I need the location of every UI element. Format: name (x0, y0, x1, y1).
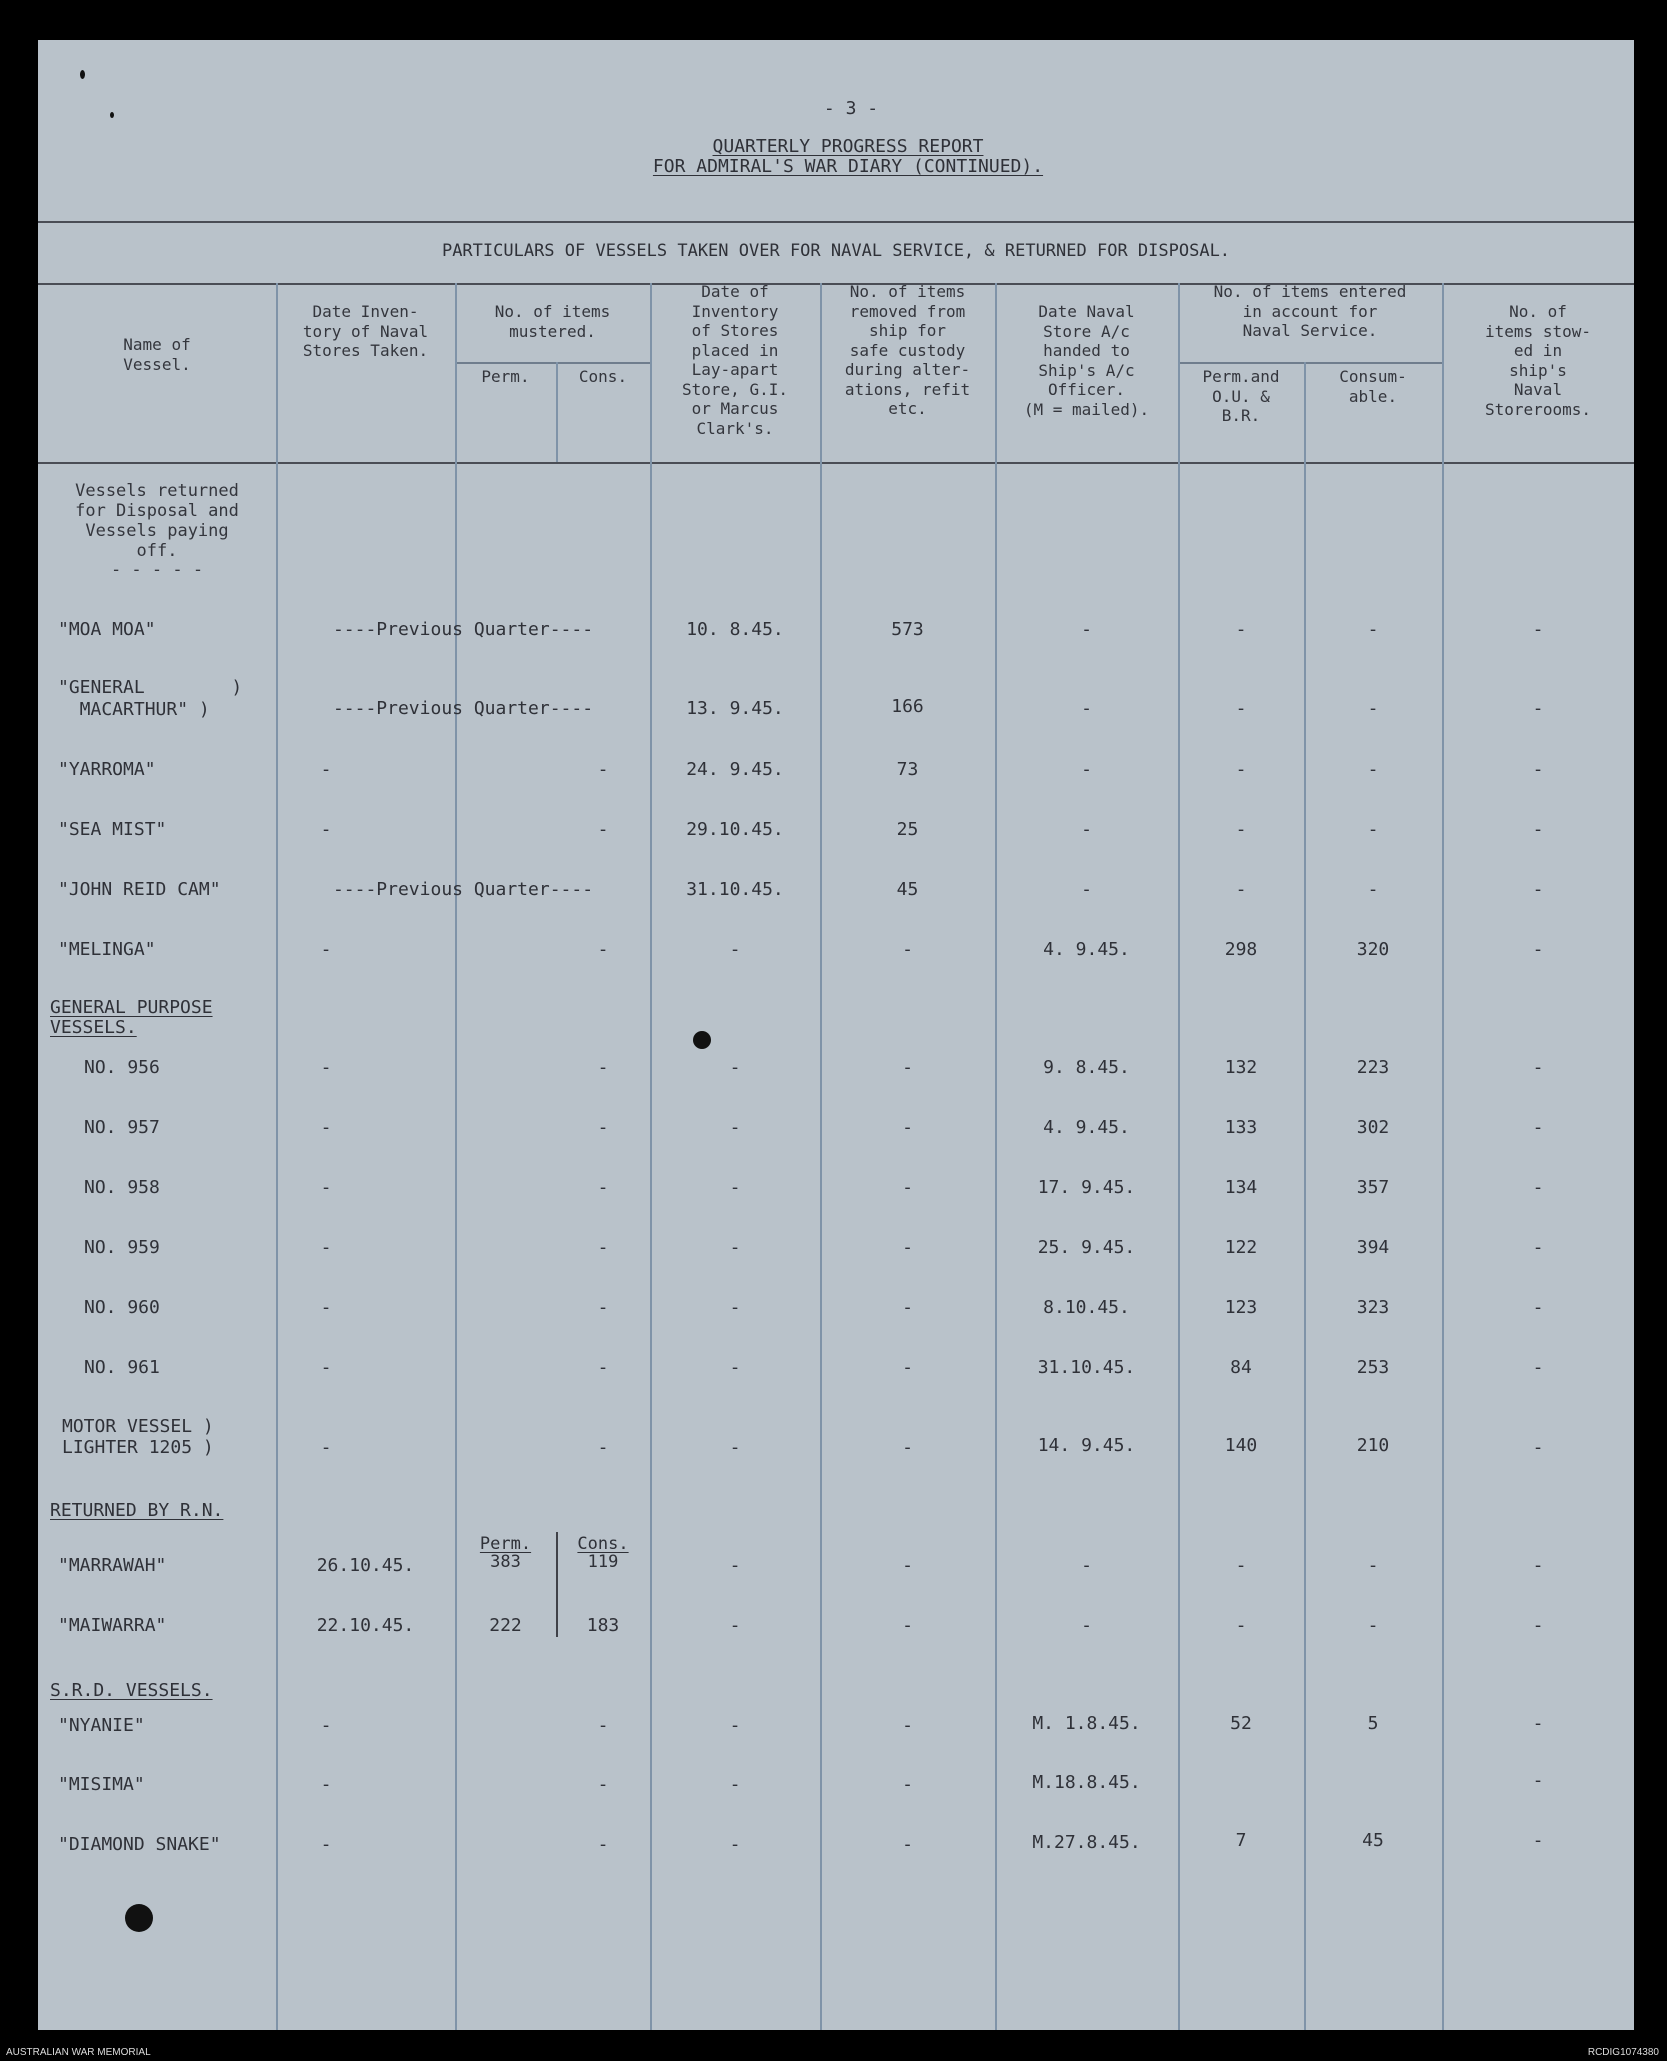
cell-handed: M.27.8.45. (1032, 1832, 1141, 1853)
cell-mustered-cons: - (597, 819, 609, 840)
cell-removed: 45 (896, 879, 919, 900)
previous-quarter-note: ----Previous Quarter---- (332, 879, 594, 900)
cell-entered-cons: 253 (1356, 1357, 1390, 1378)
cell-removed: 166 (891, 696, 924, 717)
cell-layapart: - (729, 1615, 741, 1636)
cell-mustered-cons: - (597, 1237, 609, 1258)
header-entered-consumable: Consum- able. (1339, 367, 1407, 406)
cell-mustered-cons: - (597, 1177, 609, 1198)
cell-handed: 4. 9.45. (1043, 939, 1130, 960)
cell-mustered-cons: - (597, 1357, 609, 1378)
cell-entered-cons: 394 (1356, 1237, 1390, 1258)
cell-inventory: - (320, 1297, 332, 1318)
cell-inventory: 22.10.45. (316, 1615, 415, 1636)
cell-handed: M.18.8.45. (1032, 1772, 1141, 1793)
cell-entered-perm: 298 (1224, 939, 1258, 960)
row-name: NO. 960 (84, 1297, 160, 1318)
cell-mustered-cons: - (597, 939, 609, 960)
cell-stowed: - (1532, 1237, 1544, 1258)
previous-quarter-note: ----Previous Quarter---- (332, 619, 594, 640)
cell-stowed: - (1532, 879, 1544, 900)
cell-stowed: - (1532, 1297, 1544, 1318)
cell-stowed: - (1532, 1117, 1544, 1138)
row-name: NO. 961 (84, 1357, 160, 1378)
cell-stowed: - (1532, 1830, 1544, 1851)
cell-entered-cons: - (1367, 619, 1379, 640)
row-name: NO. 959 (84, 1237, 160, 1258)
cell-mustered-cons: - (597, 1117, 609, 1138)
cell-entered-cons: 223 (1356, 1057, 1390, 1078)
cell-removed: - (902, 1555, 913, 1576)
cell-stowed: - (1532, 1177, 1544, 1198)
cell-removed: - (902, 939, 913, 960)
header-date-inventory: Date Inven- tory of Naval Stores Taken. (302, 302, 429, 360)
row-name: "MISIMA" (58, 1774, 145, 1795)
cell-handed: - (1081, 1615, 1092, 1636)
col-divider-3 (650, 283, 652, 2030)
archive-name: AUSTRALIAN WAR MEMORIAL (6, 2047, 151, 2058)
cell-stowed: - (1532, 759, 1544, 780)
cell-inventory: - (320, 1715, 332, 1736)
cell-entered-perm: - (1235, 759, 1247, 780)
cell-mustered-cons: - (597, 759, 609, 780)
cell-entered-perm: 123 (1224, 1297, 1258, 1318)
cell-handed: - (1081, 759, 1092, 780)
row-name: "NYANIE" (58, 1715, 145, 1736)
header-items-stowed: No. of items stow- ed in ship's Naval Storerooms. (1485, 302, 1591, 419)
header-entered-perm: Perm.and O.U. & B.R. (1202, 367, 1280, 425)
cell-mustered-perm-label: Perm. (479, 1534, 532, 1554)
cell-layapart: - (729, 1834, 741, 1855)
cell-entered-cons: 323 (1356, 1297, 1390, 1318)
cell-layapart: 10. 8.45. (686, 619, 784, 640)
col-divider-8 (1442, 283, 1444, 2030)
cell-removed: - (902, 1057, 913, 1078)
row-name: NO. 957 (84, 1117, 160, 1138)
cell-layapart: - (729, 1357, 741, 1378)
cell-inventory: - (320, 759, 332, 780)
cell-entered-perm: 134 (1224, 1177, 1258, 1198)
cell-layapart: 29.10.45. (686, 819, 784, 840)
cell-inventory: - (320, 1237, 332, 1258)
cell-entered-perm: - (1235, 1615, 1247, 1636)
cell-entered-perm: 133 (1224, 1117, 1258, 1138)
archive-footer (0, 2046, 1667, 2061)
table-top-rule (38, 221, 1634, 223)
cell-entered-cons: 5 (1367, 1713, 1379, 1734)
cell-mustered-perm: 222 (489, 1615, 522, 1636)
cell-layapart: 31.10.45. (686, 879, 784, 900)
col-divider-1 (276, 283, 278, 2030)
cell-stowed: - (1532, 619, 1544, 640)
cell-entered-cons: 45 (1362, 1830, 1384, 1851)
cell-mustered-cons: - (597, 1057, 609, 1078)
cell-stowed: - (1532, 1615, 1544, 1636)
cell-entered-cons: - (1367, 1615, 1379, 1636)
cell-inventory: - (320, 1774, 332, 1795)
row-name: "JOHN REID CAM" (58, 879, 221, 900)
cell-layapart: - (729, 1117, 741, 1138)
cell-removed: - (902, 1177, 913, 1198)
row-name: "DIAMOND SNAKE" (58, 1834, 221, 1855)
cell-entered-perm: - (1235, 698, 1247, 719)
header-date-handed: Date Naval Store A/c handed to Ship's A/c Officer. (M = mailed). (1023, 302, 1150, 419)
cell-entered-perm: - (1235, 879, 1247, 900)
cell-removed: - (902, 1715, 913, 1736)
cell-handed: 14. 9.45. (1037, 1435, 1136, 1456)
cell-inventory: - (320, 1177, 332, 1198)
cell-inventory: - (320, 939, 332, 960)
cell-handed: - (1081, 819, 1092, 840)
row-name: "MELINGA" (58, 939, 156, 960)
punch-hole (125, 1904, 153, 1932)
cell-entered-perm: - (1235, 619, 1247, 640)
row-name: "MARRAWAH" (58, 1555, 167, 1576)
cell-entered-cons: 320 (1356, 939, 1390, 960)
cell-entered-cons: 357 (1356, 1177, 1390, 1198)
archive-reference: RCDIG1074380 (1587, 2047, 1659, 2058)
cell-entered-cons: 210 (1356, 1435, 1390, 1456)
cell-entered-perm: 7 (1235, 1830, 1247, 1851)
cell-entered-perm: - (1235, 1555, 1247, 1576)
cell-removed: 25 (896, 819, 919, 840)
cell-inventory: - (320, 1834, 332, 1855)
cell-removed: - (902, 1297, 913, 1318)
cell-removed: 73 (896, 759, 919, 780)
cell-stowed: - (1532, 1357, 1544, 1378)
cell-mustered-cons: - (597, 1834, 609, 1855)
cell-mustered-cons: - (597, 1437, 609, 1458)
cell-entered-perm: 52 (1230, 1713, 1252, 1734)
cell-handed: 17. 9.45. (1037, 1177, 1136, 1198)
cell-entered-cons: 302 (1356, 1117, 1390, 1138)
cell-stowed: - (1532, 1057, 1544, 1078)
section-general-purpose-heading: GENERAL PURPOSE VESSELS. (50, 997, 213, 1038)
row-name: "YARROMA" (58, 759, 156, 780)
row-name: NO. 958 (84, 1177, 160, 1198)
page-number: - 3 - (823, 98, 879, 119)
cell-inventory: - (320, 819, 332, 840)
cell-entered-perm: - (1235, 819, 1247, 840)
cell-inventory: - (320, 1057, 332, 1078)
cell-layapart: - (729, 1177, 741, 1198)
cell-removed: - (902, 1615, 913, 1636)
row-name: "GENERAL ) MACARTHUR" ) (58, 677, 243, 720)
cell-handed: - (1081, 619, 1092, 640)
document-page (38, 40, 1634, 2030)
cell-stowed: - (1532, 1437, 1544, 1458)
cell-mustered-cons: 183 (586, 1615, 620, 1636)
cell-inventory: - (320, 1437, 332, 1458)
cell-inventory: 26.10.45. (316, 1555, 415, 1576)
section-srd-heading: S.R.D. VESSELS. (50, 1680, 213, 1701)
cell-handed: 9. 8.45. (1043, 1057, 1130, 1078)
cell-layapart: - (729, 1774, 741, 1795)
cell-stowed: - (1532, 939, 1544, 960)
report-title-line-2: FOR ADMIRAL'S WAR DIARY (CONTINUED). (652, 156, 1044, 177)
cell-stowed: - (1532, 1555, 1544, 1576)
table-title: PARTICULARS OF VESSELS TAKEN OVER FOR NAVAL SERVICE, & RETURNED FOR DISPOSAL. (441, 241, 1231, 261)
cell-entered-cons: - (1367, 819, 1379, 840)
header-mustered-cons: Cons. (578, 367, 628, 386)
cell-handed: 25. 9.45. (1037, 1237, 1136, 1258)
cell-entered-perm: 122 (1224, 1237, 1258, 1258)
cell-mustered-cons: 119 (587, 1552, 619, 1572)
cell-handed: 4. 9.45. (1043, 1117, 1130, 1138)
header-items-entered: No. of items entered in account for Naval Service. (1213, 282, 1407, 340)
cell-mustered-cons: - (597, 1774, 609, 1795)
cell-inventory: - (320, 1357, 332, 1378)
cell-layapart: 24. 9.45. (686, 759, 784, 780)
cell-removed: - (902, 1774, 913, 1795)
cell-layapart: - (729, 1057, 741, 1078)
header-layapart-date: Date of Inventory of Stores placed in Lay-apart Store, G.I. or Marcus Clark's. (682, 282, 788, 438)
header-vessel-name: Name of Vessel. (123, 335, 191, 374)
cell-mustered-cons: - (597, 1715, 609, 1736)
cell-handed: 31.10.45. (1037, 1357, 1136, 1378)
cell-entered-cons: - (1367, 759, 1379, 780)
cell-layapart: - (729, 1237, 741, 1258)
col-divider-5 (995, 283, 997, 2030)
cell-stowed: - (1532, 1770, 1544, 1791)
cell-entered-perm: 140 (1224, 1435, 1258, 1456)
cell-removed: - (902, 1237, 913, 1258)
cell-entered-cons: - (1367, 698, 1379, 719)
entered-subheader-rule (1178, 362, 1442, 364)
cell-handed: M. 1.8.45. (1032, 1713, 1141, 1734)
cell-removed: - (902, 1357, 913, 1378)
report-title-line-1: QUARTERLY PROGRESS REPORT (712, 136, 984, 157)
cell-layapart: - (729, 939, 741, 960)
cell-removed: 573 (891, 619, 924, 640)
cell-entered-perm: 84 (1230, 1357, 1252, 1378)
cell-entered-cons: - (1367, 1555, 1379, 1576)
cell-handed: - (1081, 698, 1092, 719)
cell-entered-cons: - (1367, 879, 1379, 900)
row-name: MOTOR VESSEL ) LIGHTER 1205 ) (62, 1416, 214, 1458)
ink-mark (80, 70, 85, 79)
cell-mustered-cons: - (597, 1297, 609, 1318)
cell-inventory: - (320, 1117, 332, 1138)
cell-layapart: - (729, 1715, 741, 1736)
section-disposal-heading: Vessels returned for Disposal and Vessels paying off. (75, 481, 239, 561)
cell-layapart: - (729, 1437, 741, 1458)
row-name: "SEA MIST" (58, 819, 167, 840)
cell-stowed: - (1532, 1713, 1544, 1734)
row-name: "MAIWARRA" (58, 1615, 167, 1636)
cell-entered-perm: 132 (1224, 1057, 1258, 1078)
mustered-subheader-rule (456, 362, 650, 364)
previous-quarter-note: ----Previous Quarter---- (332, 698, 594, 719)
cell-layapart: - (729, 1297, 741, 1318)
cell-mustered-perm: 383 (490, 1552, 521, 1572)
section-returned-by-rn-heading: RETURNED BY R.N. (50, 1500, 224, 1521)
punch-mark (693, 1031, 711, 1049)
col-divider-4 (820, 283, 822, 2030)
ink-mark (110, 112, 114, 118)
cell-mustered-cons-label: Cons. (577, 1534, 629, 1554)
cell-stowed: - (1532, 698, 1544, 719)
row-name: NO. 956 (84, 1057, 160, 1078)
cell-removed: - (902, 1117, 913, 1138)
cell-handed: - (1081, 879, 1092, 900)
cell-handed: 8.10.45. (1043, 1297, 1130, 1318)
cell-handed: - (1081, 1555, 1092, 1576)
col-divider-6 (1178, 283, 1180, 2030)
cell-removed: - (902, 1834, 913, 1855)
cell-layapart: - (729, 1555, 741, 1576)
header-mustered-perm: Perm. (481, 367, 530, 386)
row-name: "MOA MOA" (58, 619, 156, 640)
col-divider-2 (455, 283, 457, 2030)
section-disposal-dashes: - - - - - (110, 560, 204, 580)
cell-layapart: 13. 9.45. (686, 698, 784, 719)
cell-removed: - (902, 1437, 913, 1458)
cell-stowed: - (1532, 819, 1544, 840)
header-mustered: No. of items mustered. (494, 302, 611, 341)
header-items-removed: No. of items removed from ship for safe custody during alter- ations, refit etc. (844, 282, 971, 418)
